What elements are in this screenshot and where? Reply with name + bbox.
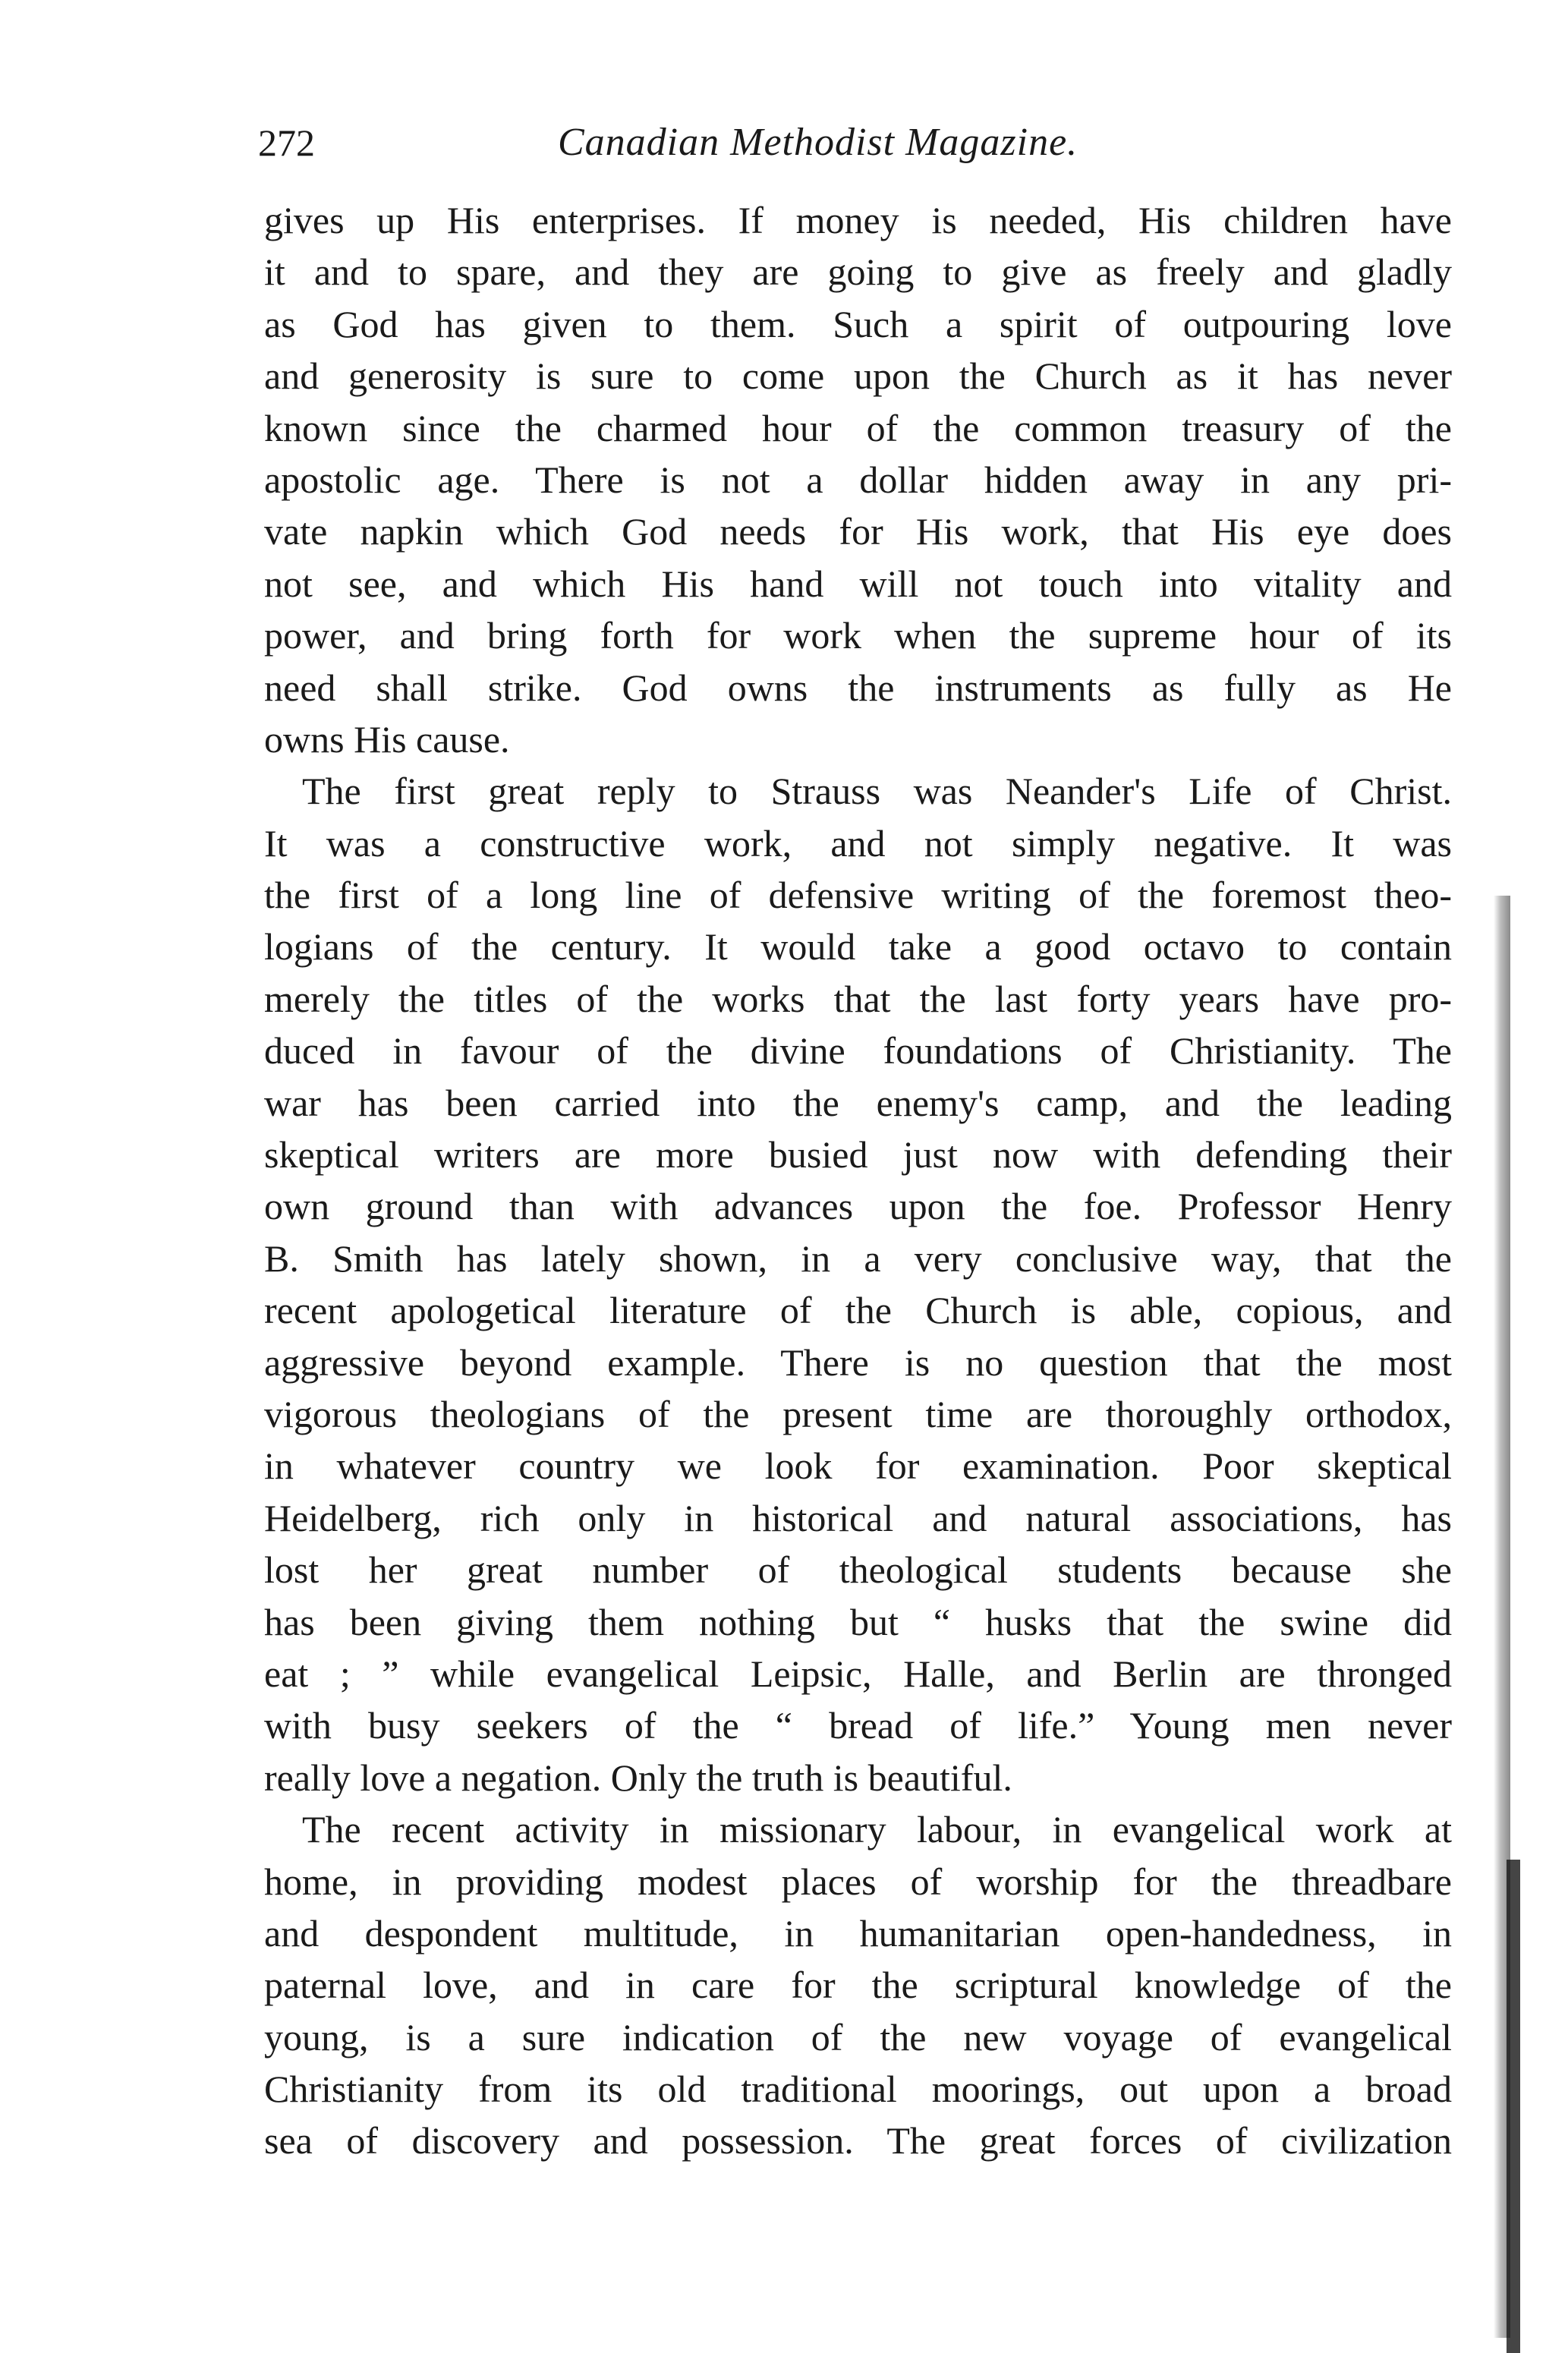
- paragraph-start-line: The first great reply to Strauss was Neander's Life of Christ.: [302, 770, 1452, 813]
- text-line: has been giving them nothing but “ husks that the swine did: [264, 1600, 1452, 1643]
- text-line: need shall strike. God owns the instruments as fully as He: [264, 666, 1452, 709]
- text-line: young, is a sure indication of the new voyage of evangelical: [264, 2015, 1452, 2058]
- text-line: home, in providing modest places of worship for the threadbare: [264, 1860, 1452, 1903]
- text-line: merely the titles of the works that the last forty years have pro-: [264, 977, 1452, 1020]
- text-line: not see, and which His hand will not touch into vitality and: [264, 562, 1452, 605]
- text-line: power, and bring forth for work when the supreme hour of its: [264, 614, 1452, 657]
- text-line: eat ; ” while evangelical Leipsic, Halle, and Berlin are thronged: [264, 1652, 1452, 1695]
- text-line: it and to spare, and they are going to give as freely and gladly: [264, 250, 1452, 294]
- body-text: [264, 194, 1452, 2167]
- text-line: apostolic age. There is not a dollar hidden away in any pri-: [264, 458, 1452, 501]
- text-line: Heidelberg, rich only in historical and natural associations, has: [264, 1496, 1452, 1539]
- running-title: Canadian Methodist Magazine.: [558, 121, 1078, 164]
- text-line: vigorous theologians of the present time are thoroughly orthodox,: [264, 1392, 1452, 1435]
- paragraph-start-line: The recent activity in missionary labour, in evangelical work at: [302, 1808, 1452, 1851]
- text-line: logians of the century. It would take a good octavo to contain: [264, 925, 1452, 969]
- paragraph-end-line: owns His cause.: [264, 717, 510, 761]
- text-line: recent apologetical literature of the Church is able, copious, and: [264, 1289, 1452, 1332]
- text-line: Christianity from its old traditional moorings, out upon a broad: [264, 2068, 1452, 2111]
- page-header: [258, 112, 1472, 173]
- text-line: known since the charmed hour of the common treasury of the: [264, 406, 1452, 449]
- text-line: gives up His enterprises. If money is needed, His children have: [264, 199, 1452, 241]
- text-line: duced in favour of the divine foundations of Christianity. The: [264, 1029, 1452, 1073]
- text-line: the first of a long line of defensive writing of the foremost theo-: [264, 874, 1452, 917]
- text-line: and generosity is sure to come upon the Church as it has never: [264, 354, 1452, 398]
- text-line: It was a constructive work, and not simply negative. It was: [264, 821, 1452, 865]
- text-line: with busy seekers of the “ bread of life.” Young men never: [264, 1704, 1452, 1747]
- paragraph-end-line: really love a negation. Only the truth is beautiful.: [264, 1756, 1012, 1799]
- text-line: sea of discovery and possession. The great forces of civilization: [264, 2119, 1452, 2162]
- text-line: paternal love, and in care for the scriptural knowledge of the: [264, 1964, 1452, 2007]
- text-line: B. Smith has lately shown, in a very conclusive way, that the: [264, 1236, 1452, 1280]
- text-line: war has been carried into the enemy's camp, and the leading: [264, 1081, 1452, 1124]
- text-line: lost her great number of theological students because she: [264, 1548, 1452, 1592]
- text-line: in whatever country we look for examination. Poor skeptical: [264, 1444, 1452, 1488]
- binding-edge: [1507, 1860, 1520, 2353]
- text-line: skeptical writers are more busied just now with defending their: [264, 1133, 1452, 1176]
- text-line: aggressive beyond example. There is no question that the most: [264, 1340, 1452, 1384]
- text-line: vate napkin which God needs for His work, that His eye does: [264, 510, 1452, 553]
- text-line: as God has given to them. Such a spirit of outpouring love: [264, 302, 1452, 345]
- text-line: and despondent multitude, in humanitarian open-handedness, in: [264, 1911, 1452, 1955]
- page-number: 272: [258, 121, 315, 164]
- text-line: own ground than with advances upon the foe. Professor Henry: [264, 1185, 1452, 1228]
